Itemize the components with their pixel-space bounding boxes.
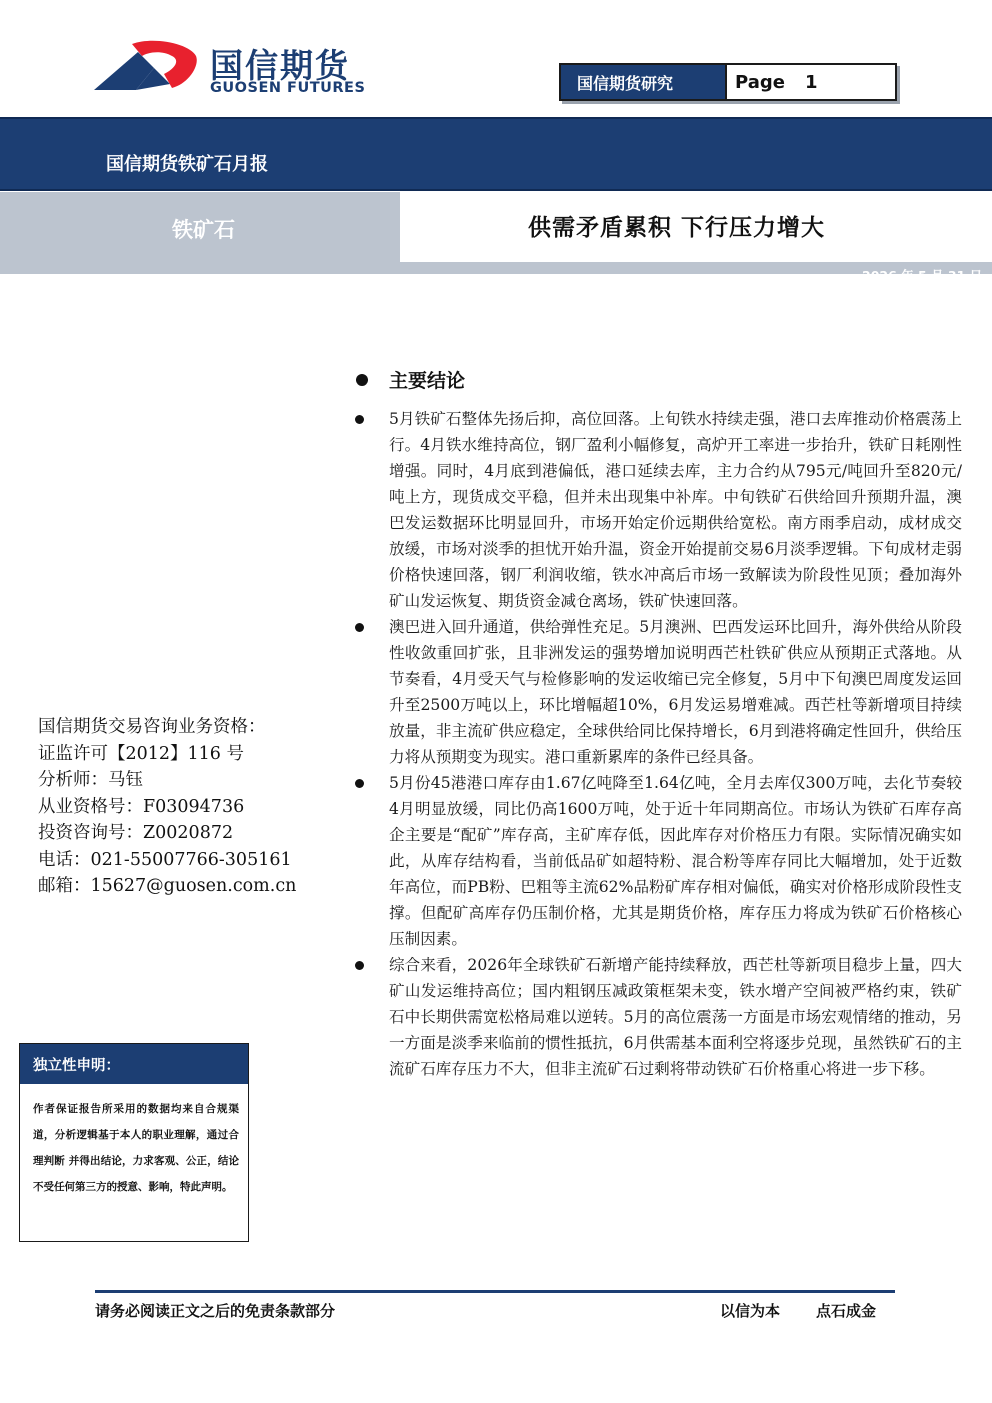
consult-number: 投资咨询号：Z0020872 — [38, 823, 234, 843]
section-bullet-icon — [356, 374, 368, 386]
email-text: 邮箱：15627@guosen.com.cn — [38, 876, 297, 896]
qualification-text: 国信期货交易咨询业务资格： — [38, 717, 266, 737]
guosen-logo-icon — [92, 38, 202, 100]
conclusion-paragraph: 澳巴进入回升通道，供给弹性充足。5月澳洲、巴西发运环比回升，海外供给从阶段性收敛重回扩张，且非洲发运的强势增加说明西芒杜铁矿供应从预期正式落地。从节奏看，4月受天气与检修影响的发运收缩已完全修复，5月中下旬澳巴周度发运回升至2500万吨以上，环比增幅超10%，6月发运易增难减。西芒杜等新增项目持续放量，非主流矿供应稳定，全球供给同比保持增长，6月到港将确定性回升，供给压力将从预期变为现实。港口重新累库的条件已经具备。 — [352, 614, 962, 770]
page-header-box — [559, 63, 897, 101]
sector-label: 铁矿石 — [172, 218, 235, 242]
conclusion-paragraph: 5月铁矿石整体先扬后抑，高位回落。上旬铁水持续走强，港口去库推动价格震荡上行。4月铁水维持高位，钢厂盈利小幅修复，高炉开工率进一步抬升，铁矿日耗刚性增强。同时，4月底到港偏低，港口延续去库，主力合约从795元/吨回升至820元/吨上方，现货成交平稳，但并未出现集中补库。中旬铁矿石供给回升预期升温，澳巴发运数据环比明显回升，市场开始定价远期供给宽松。南方雨季启动，成材成交放缓，市场对淡季的担忧开始升温，资金开始提前交易6月淡季逻辑。下旬成材走弱价格快速回落，钢厂利润收缩，铁水冲高后市场一致解读为阶段性见顶；叠加海外矿山发运恢复、期货资金减仓离场，铁矿快速回落。 — [352, 406, 962, 614]
bullet-icon — [355, 415, 364, 424]
conclusion-list — [352, 406, 962, 1082]
license-text: 证监许可【2012】116 号 — [38, 743, 245, 764]
report-date: 2026 年 5 月 31 日 — [862, 268, 983, 283]
page-label: Page — [735, 71, 785, 93]
independence-title: 独立性申明： — [20, 1044, 248, 1084]
footer-slogan — [720, 1300, 876, 1321]
bullet-icon — [355, 623, 364, 632]
conclusion-paragraph: 综合来看，2026年全球铁矿石新增产能持续释放，西芒杜等新项目稳步上量，四大矿山发运维持高位；国内粗钢压减政策框架未变，铁水增产空间被严格约束，铁矿石中长期供需宽松格局难以逆转。5月的高位震荡一方面是市场宏观情绪的推动，另一方面是淡季来临前的惯性抵抗，6月供需基本面利空将逐步兑现，虽然铁矿石的主流矿石库存压力不大，但非主流矿石过剩将带动铁矿石价格重心将进一步下移。 — [352, 952, 962, 1082]
analyst-name: 分析师：马钰 — [38, 770, 143, 790]
brand-name-en: GUOSEN FUTURES — [210, 80, 366, 96]
cert-number: 从业资格号：F03094736 — [38, 796, 245, 817]
slogan-2: 点石成金 — [816, 1302, 877, 1320]
conclusion-paragraph: 5月份45港港口库存由1.67亿吨降至1.64亿吨，全月去库仅300万吨，去化节奏较4月明显放缓，同比仍高1600万吨，处于近十年同期高位。市场认为铁矿石库存高企主要是“配矿”库存高，主矿库存低，因此库存对价格压力有限。实际情况确实如此，从库存结构看，当前低品矿如超特粉、混合粉等库存同比大幅增加，处于近数年高位，而PB粉、巴粗等主流62%品粉矿库存相对偏低，确实对价格形成阶段性支撑。但配矿高库存仍压制价格，尤其是期货价格，库存压力将成为铁矿石价格核心压制因素。 — [352, 770, 962, 952]
research-label: 国信期货研究 — [561, 65, 727, 99]
independence-text: 作者保证报告所采用的数据均来自合规渠道，分析逻辑基于本人的职业理解，通过合理判断 并得出结论，力求客观、公正，结论不受任何第三方的授意、影响，特此声明。 — [33, 1103, 239, 1193]
brand-name-cn: 国信期货 — [210, 46, 350, 85]
report-series-title: 国信期货铁矿石月报 — [106, 154, 268, 175]
footer-disclaimer: 请务必阅读正文之后的免责条款部分 — [95, 1302, 336, 1320]
page-indicator — [727, 65, 895, 99]
analyst-contact — [38, 714, 296, 900]
page-number: 1 — [804, 71, 818, 93]
bullet-icon — [355, 961, 364, 970]
report-headline: 供需矛盾累积 下行压力增大 — [528, 215, 826, 241]
bullet-icon — [355, 779, 364, 788]
section-title: 主要结论 — [389, 370, 466, 392]
independence-statement — [19, 1043, 249, 1242]
slogan-1: 以信为本 — [720, 1302, 781, 1320]
phone-text: 电话：021-55007766-305161 — [38, 849, 292, 870]
footer-divider — [95, 1290, 895, 1293]
